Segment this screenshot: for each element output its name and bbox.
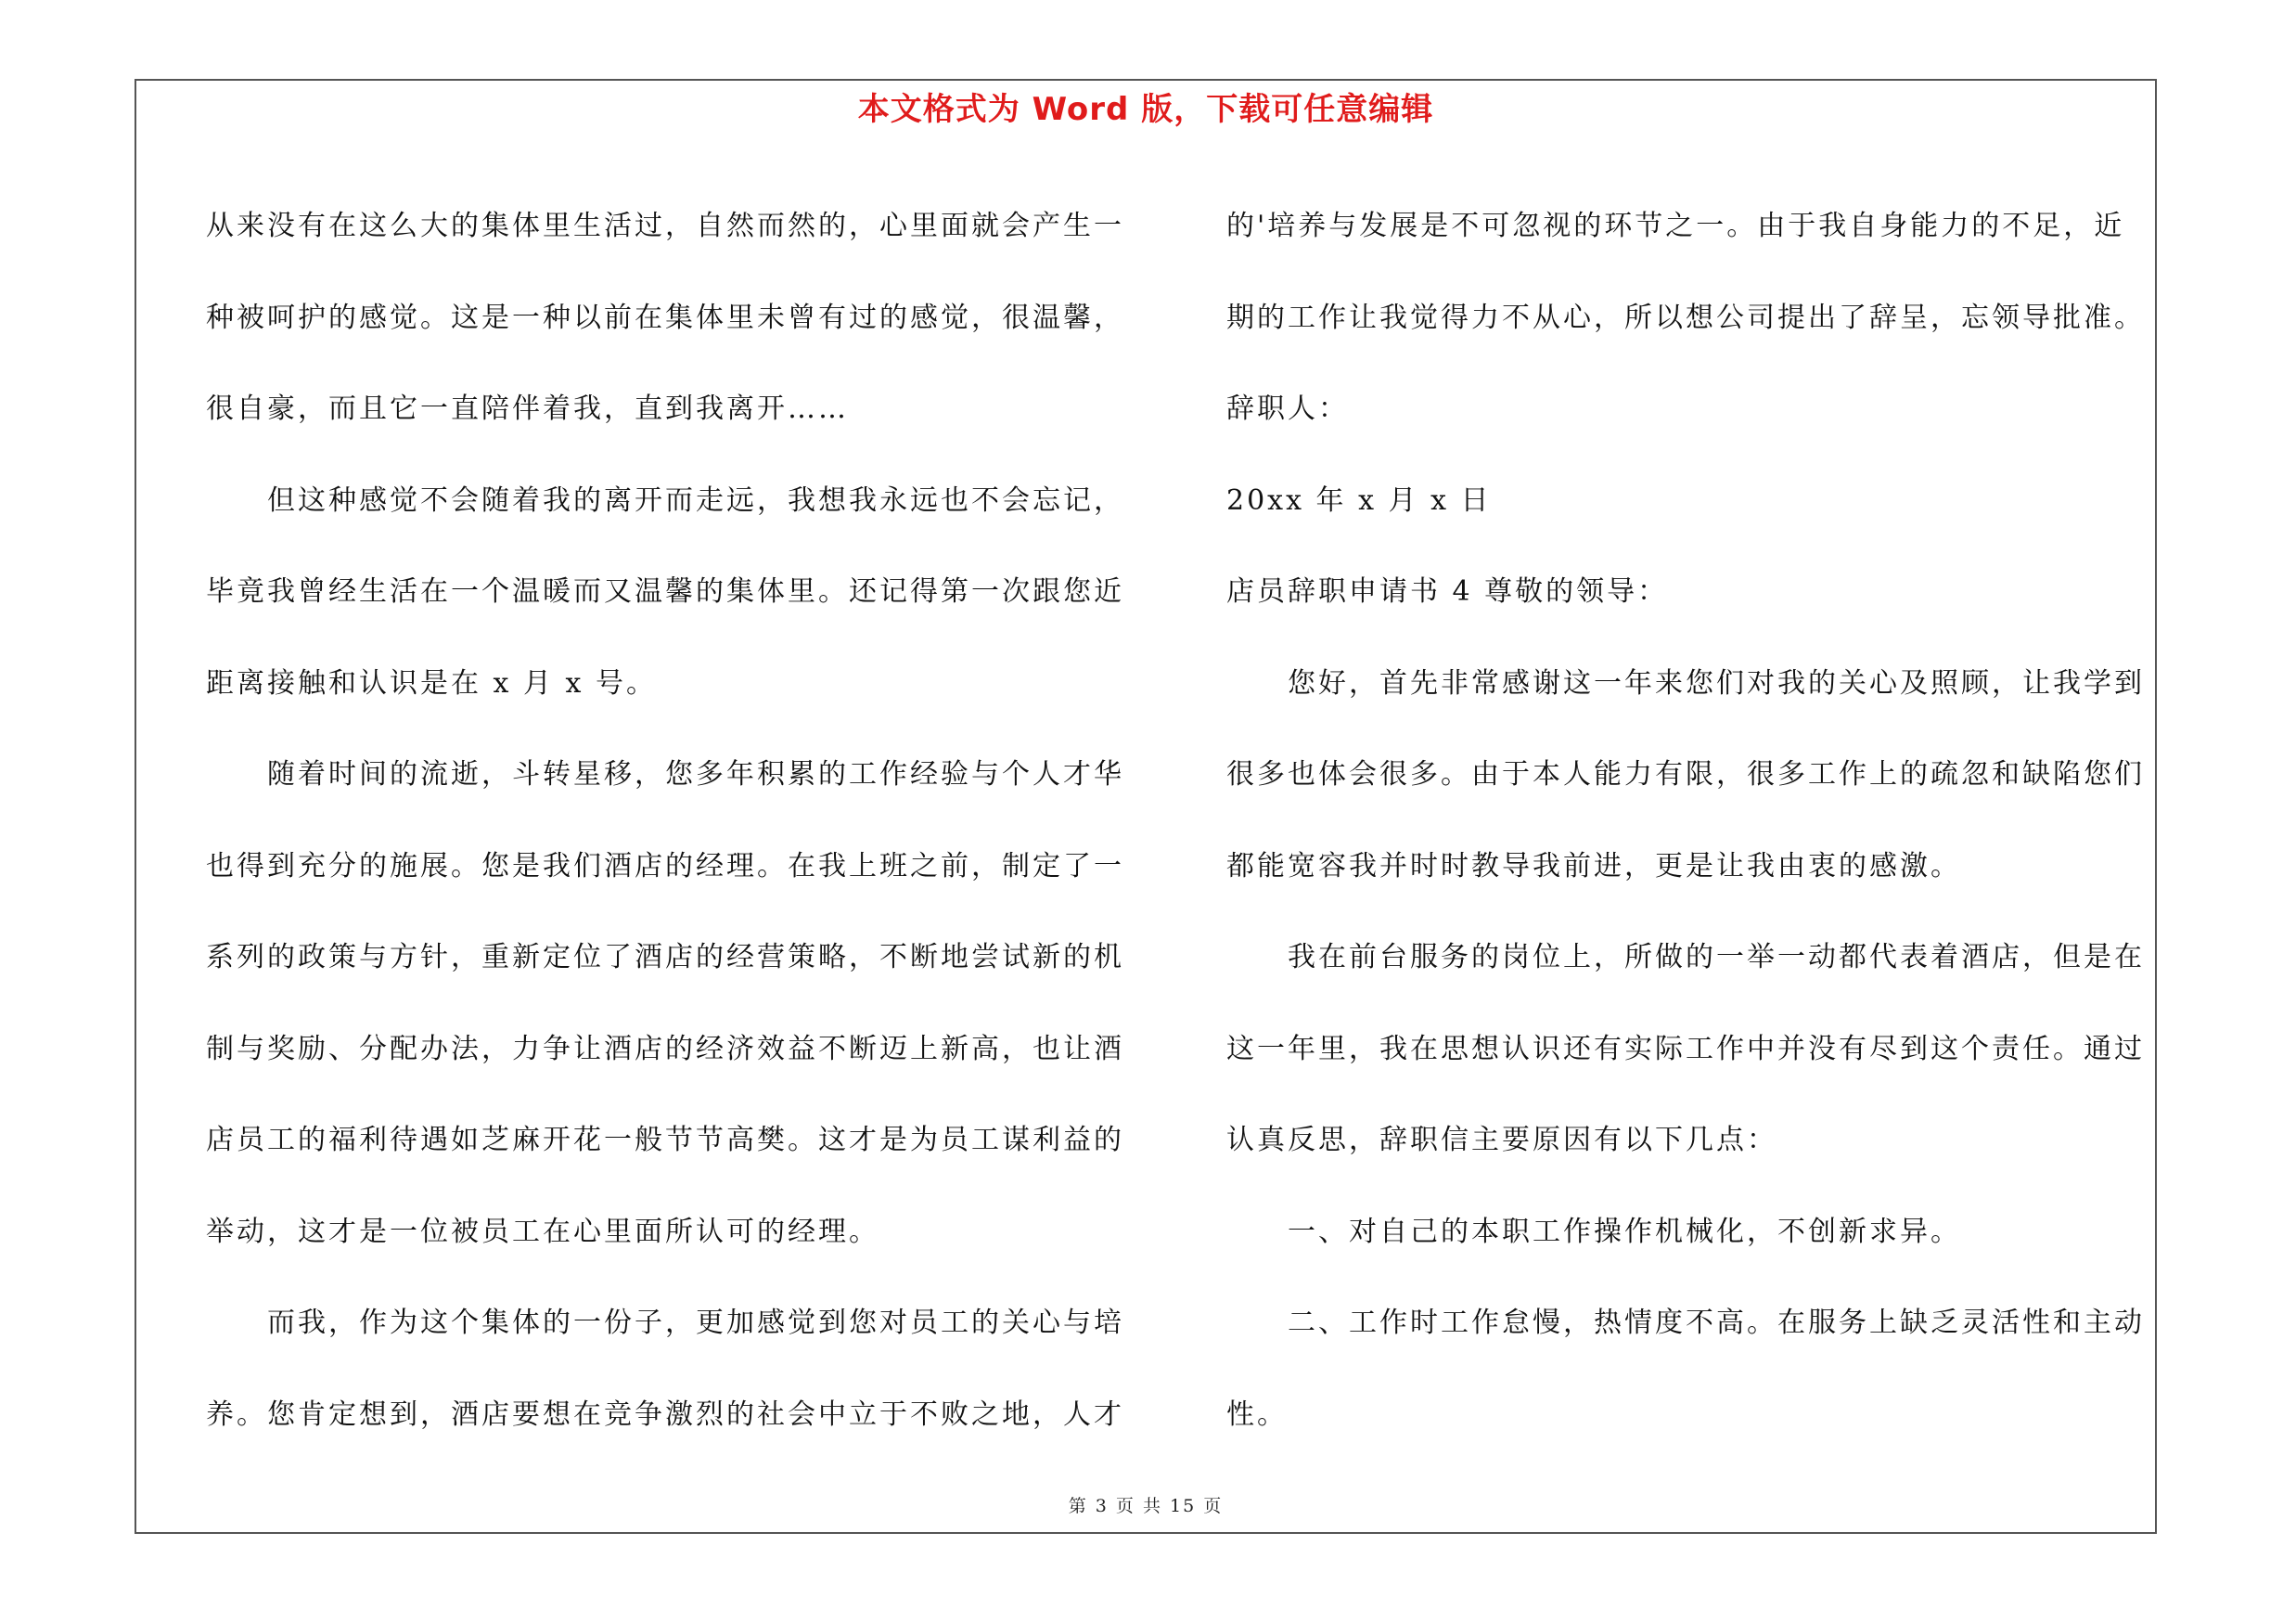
text-line: 我在前台服务的岗位上，所做的一举一动都代表着酒店，但是在 [1226,941,2145,973]
text-line: 养。您肯定想到，酒店要想在竞争激烈的社会中立于不败之地，人才 [206,1398,1124,1431]
text-line: 很自豪，而且它一直陪伴着我，直到我离开…… [206,393,849,425]
signatory-line: 辞职人： [1226,393,1349,425]
text-line: 都能宽容我并时时教导我前进，更是让我由衷的感激。 [1226,849,1961,882]
text-line: 但这种感觉不会随着我的离开而走远，我想我永远也不会忘记， [206,483,1124,517]
text-line: 而我，作为这个集体的一份子，更加感觉到您对员工的关心与培 [206,1307,1124,1339]
text-line: 随着时间的流逝，斗转星移，您多年积累的工作经验与个人才华 [206,758,1124,791]
section-heading: 店员辞职申请书 4 尊敬的领导： [1226,575,1669,608]
text-line: 制与奖励、分配办法，力争让酒店的经济效益不断迈上新高，也让酒 [206,1032,1124,1065]
text-line: 种被呵护的感觉。这是一种以前在集体里未曾有过的感觉，很温馨， [206,301,1124,334]
text-line: 毕竟我曾经生活在一个温暖而又温馨的集体里。还记得第一次跟您近 [206,575,1124,608]
left-column [206,181,1134,1461]
list-item: 一、对自己的本职工作操作机械化，不创新求异。 [1226,1215,1961,1248]
date-line: 20xx 年 x 月 x 日 [1226,483,1492,517]
text-line: 您好，首先非常感谢这一年来您们对我的关心及照顾，让我学到 [1226,666,2145,700]
page-number: 第 3 页 共 15 页 [1068,1496,1224,1516]
text-line: 认真反思，辞职信主要原因有以下几点： [1226,1124,1777,1156]
text-line: 举动，这才是一位被员工在心里面所认可的经理。 [206,1215,879,1248]
text-line: 距离接触和认识是在 x 月 x 号。 [206,666,657,700]
format-banner: 本文格式为 Word 版，下载可任意编辑 [857,91,1434,128]
text-line: 系列的政策与方针，重新定位了酒店的经营策略，不断地尝试新的机 [206,941,1124,973]
text-line: 性。 [1226,1398,1288,1431]
right-column [1226,181,2163,1461]
list-item: 二、工作时工作怠慢，热情度不高。在服务上缺乏灵活性和主动 [1226,1307,2145,1339]
text-line: 很多也体会很多。由于本人能力有限，很多工作上的疏忽和缺陷您们 [1226,758,2145,791]
text-line: 这一年里，我在思想认识还有实际工作中并没有尽到这个责任。通过 [1226,1032,2145,1065]
text-line: 店员工的福利待遇如芝麻开花一般节节高樊。这才是为员工谋利益的 [206,1124,1124,1156]
text-line: 从来没有在这么大的集体里生活过，自然而然的，心里面就会产生一 [206,210,1124,242]
text-line: 也得到充分的施展。您是我们酒店的经理。在我上班之前，制定了一 [206,849,1124,882]
text-line: 的'培养与发展是不可忽视的环节之一。由于我自身能力的不足，近 [1226,210,2125,242]
text-line: 期的工作让我觉得力不从心，所以想公司提出了辞呈，忘领导批准。 [1226,301,2145,334]
